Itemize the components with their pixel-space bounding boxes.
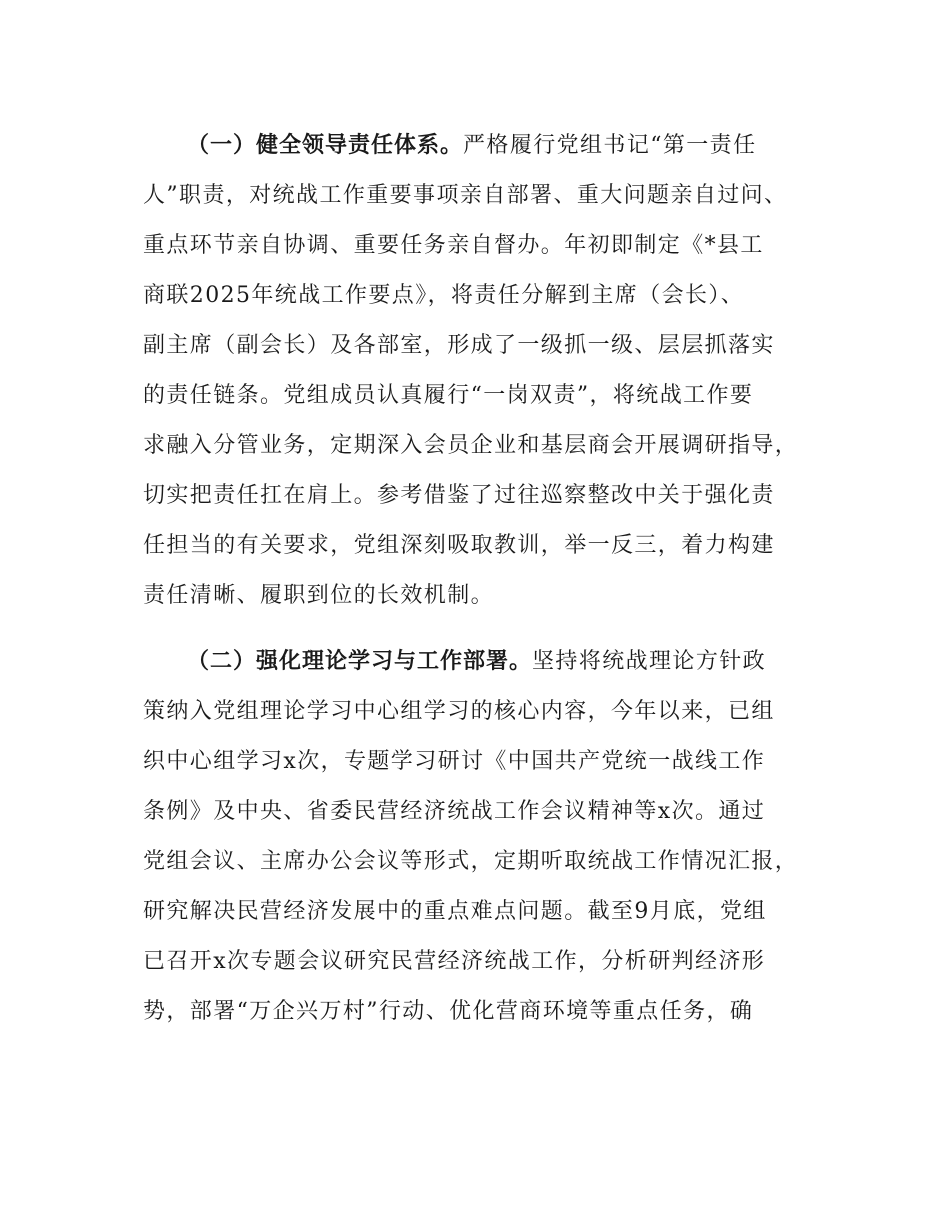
paragraph-line: 任担当的有关要求，党组深刻吸取教训，举一反三，着力构建	[143, 533, 775, 558]
section-heading: （二）强化理论学习与工作部署。	[187, 649, 533, 674]
paragraph-line: 重点环节亲自协调、重要任务亲自督办。年初即制定《*县工	[143, 233, 764, 258]
paragraph-2	[143, 637, 809, 1037]
paragraph-text: 严格履行党组书记“第一责任	[463, 133, 757, 158]
paragraph-line: 势，部署“万企兴万村”行动、优化营商环境等重点任务，确	[143, 999, 754, 1024]
paragraph-line: 副主席（副会长）及各部室，形成了一级抓一级、层层抓落实	[143, 333, 775, 358]
paragraph-line: 织中心组学习x次，专题学习研讨《中国共产党统一战线工作	[143, 749, 766, 774]
paragraph-line: 人”职责，对统战工作重要事项亲自部署、重大问题亲自过问、	[143, 183, 788, 208]
paragraph-line: 已召开x次专题会议研究民营经济统战工作，分析研判经济形	[143, 949, 766, 974]
paragraph-1	[143, 121, 809, 621]
section-heading: （一）健全领导责任体系。	[187, 133, 464, 158]
paragraph-line: 求融入分管业务，定期深入会员企业和基层商会开展调研指导，	[143, 433, 799, 458]
paragraph-line: 责任清晰、履职到位的长效机制。	[143, 583, 495, 608]
paragraph-line	[143, 637, 809, 687]
paragraph-line: 商联2025年统战工作要点》，将责任分解到主席（会长）、	[143, 283, 745, 308]
paragraph-line: 切实把责任扛在肩上。参考借鉴了过往巡察整改中关于强化责	[143, 483, 775, 508]
paragraph-line: 条例》及中央、省委民营经济统战工作会议精神等x次。通过	[143, 799, 766, 824]
document-body	[143, 121, 809, 1037]
paragraph-line	[143, 121, 809, 171]
paragraph-line: 的责任链条。党组成员认真履行“一岗双责”，将统战工作要	[143, 383, 754, 408]
paragraph-text: 坚持将统战理论方针政	[532, 649, 767, 674]
paragraph-line: 策纳入党组理论学习中心组学习的核心内容，今年以来，已组	[143, 699, 775, 724]
paragraph-line: 研究解决民营经济发展中的重点难点问题。截至9月底，党组	[143, 899, 767, 924]
paragraph-line: 党组会议、主席办公会议等形式，定期听取统战工作情况汇报，	[143, 849, 799, 874]
